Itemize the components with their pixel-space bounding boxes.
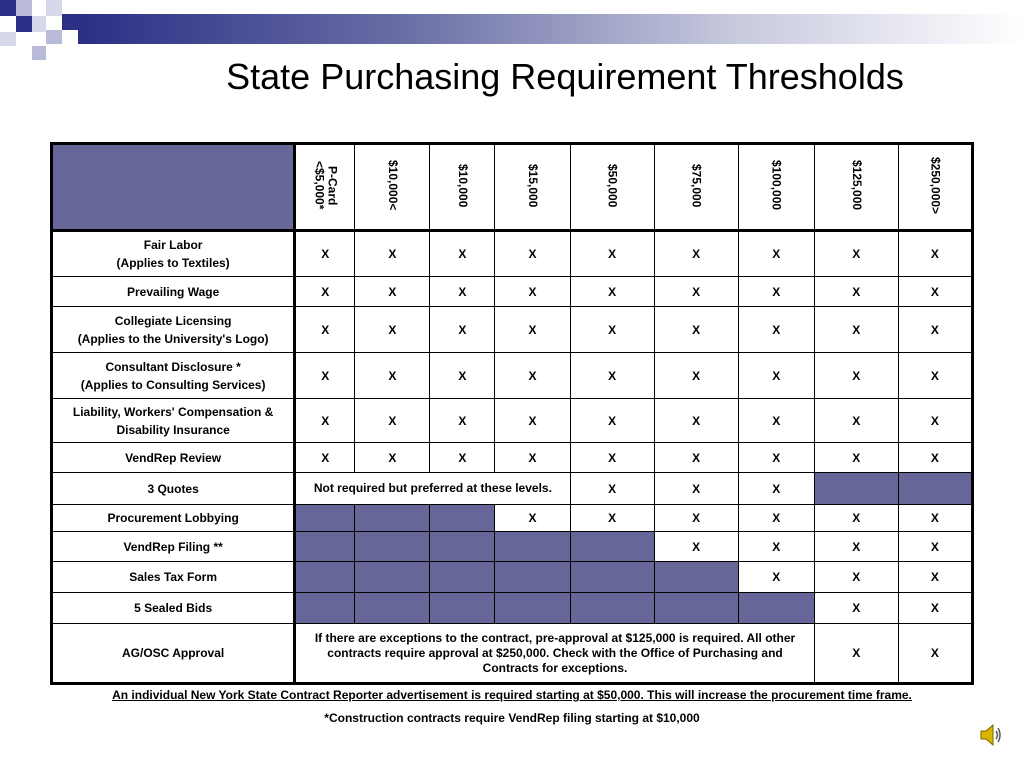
mark-cell: X (814, 307, 898, 353)
shaded-cell (738, 593, 814, 624)
row-label-text: Sales Tax Form (129, 570, 218, 584)
row-label (52, 593, 295, 624)
mark-cell: X (738, 353, 814, 399)
shaded-cell (430, 593, 495, 624)
mark-cell: X (495, 353, 570, 399)
header-row (52, 144, 973, 231)
mark-cell: X (430, 231, 495, 277)
mark-cell: X (495, 443, 570, 473)
table-row (52, 473, 973, 505)
footnote-construction: *Construction contracts require VendRep filing starting at $10,000 (324, 711, 700, 725)
slide-title: State Purchasing Requirement Thresholds (226, 56, 904, 97)
shaded-cell (570, 593, 654, 624)
shaded-cell (295, 532, 355, 562)
column-header-label: $10,000 (455, 163, 470, 208)
mark-cell: X (295, 277, 355, 307)
column-header-label: $250,000> (928, 156, 943, 215)
mark-cell: X (738, 532, 814, 562)
decor-square (46, 0, 62, 16)
mark-cell: X (898, 353, 972, 399)
mark-cell: X (295, 443, 355, 473)
mark-cell: X (430, 399, 495, 443)
mark-cell: X (738, 443, 814, 473)
row-label (52, 399, 295, 443)
mark-cell: X (654, 443, 738, 473)
mark-cell: X (738, 473, 814, 505)
mark-cell: X (355, 307, 430, 353)
row-label-text: 5 Sealed Bids (134, 601, 213, 615)
mark-cell: X (814, 443, 898, 473)
mark-cell: X (430, 277, 495, 307)
mark-cell: X (430, 353, 495, 399)
mark-cell: X (814, 353, 898, 399)
mark-cell: X (570, 277, 654, 307)
table-row (52, 399, 973, 443)
column-header (898, 144, 972, 231)
mark-cell: X (738, 562, 814, 593)
mark-cell: X (814, 624, 898, 684)
mark-cell: X (898, 443, 972, 473)
mark-cell: X (495, 399, 570, 443)
row-label (52, 443, 295, 473)
row-label (52, 231, 295, 277)
decor-square (16, 16, 32, 32)
decor-gradient-band (78, 14, 1024, 44)
decor-square (46, 30, 62, 44)
column-header (295, 144, 355, 231)
table-row (52, 231, 973, 277)
row-label-text: Procurement Lobbying (107, 511, 239, 525)
table-row (52, 353, 973, 399)
table-row (52, 505, 973, 532)
mark-cell: X (430, 307, 495, 353)
mark-cell: X (570, 307, 654, 353)
table-row (52, 532, 973, 562)
mark-cell: X (355, 231, 430, 277)
shaded-cell (355, 532, 430, 562)
shaded-cell (295, 593, 355, 624)
mark-cell: X (430, 443, 495, 473)
mark-cell: X (570, 505, 654, 532)
shaded-cell (654, 562, 738, 593)
mark-cell: X (654, 532, 738, 562)
mark-cell: X (570, 353, 654, 399)
shaded-cell (430, 562, 495, 593)
mark-cell: X (295, 307, 355, 353)
shaded-cell (570, 562, 654, 593)
shaded-cell (898, 473, 972, 505)
row-label (52, 624, 295, 684)
column-header-label: $50,000 (605, 163, 620, 208)
mark-cell: X (898, 307, 972, 353)
footnote-advertisement: An individual New York State Contract Reporter advertisement is required starting at $50,000. This will increase the procurement time frame. (112, 688, 912, 702)
mark-cell: X (898, 562, 972, 593)
column-header (654, 144, 738, 231)
speaker-icon[interactable] (980, 722, 1002, 748)
decor-square (16, 0, 32, 16)
row-label-text: AG/OSC Approval (122, 646, 225, 660)
mark-cell: X (570, 399, 654, 443)
row-label (52, 277, 295, 307)
row-label (52, 473, 295, 505)
row-label-note: (Applies to Consulting Services) (80, 377, 266, 392)
column-header-label: $15,000 (525, 163, 540, 208)
mark-cell: X (898, 593, 972, 624)
mark-cell: X (495, 505, 570, 532)
mark-cell: X (495, 231, 570, 277)
shaded-cell (814, 473, 898, 505)
column-header-label: $75,000 (689, 163, 704, 208)
mark-cell: X (355, 399, 430, 443)
mark-cell: X (898, 399, 972, 443)
shaded-cell (295, 505, 355, 532)
column-header (430, 144, 495, 231)
table-row (52, 307, 973, 353)
shaded-cell (430, 532, 495, 562)
mark-cell: X (738, 505, 814, 532)
row-label-text: VendRep Review (125, 450, 222, 465)
shaded-cell (295, 562, 355, 593)
row-label-note: (Applies to Textiles) (116, 256, 230, 270)
table-row (52, 593, 973, 624)
mark-cell: X (654, 473, 738, 505)
row-label-text: Collegiate Licensing (114, 313, 232, 328)
mark-cell: X (295, 399, 355, 443)
mark-cell: X (738, 307, 814, 353)
header-corner (52, 144, 295, 231)
row-label-text: VendRep Filing ** (123, 539, 223, 554)
mark-cell: X (654, 353, 738, 399)
mark-cell: X (738, 277, 814, 307)
mark-cell: X (295, 231, 355, 277)
decor-square (0, 0, 16, 16)
mark-cell: X (814, 562, 898, 593)
mark-cell: X (814, 593, 898, 624)
shaded-cell (654, 593, 738, 624)
decor-square (32, 46, 46, 60)
row-label (52, 532, 295, 562)
row-label-text: Liability, Workers' Compensation & Disability Insurance (72, 404, 274, 437)
row-label-note: (Applies to the University's Logo) (77, 331, 269, 346)
column-header-label: $10,000< (385, 160, 400, 211)
mark-cell: X (355, 443, 430, 473)
mark-cell: X (654, 399, 738, 443)
mark-cell: X (898, 277, 972, 307)
decor-square (32, 16, 46, 32)
column-header-label: $100,000 (769, 160, 784, 211)
mark-cell: X (898, 532, 972, 562)
shaded-cell (570, 532, 654, 562)
mark-cell: X (814, 505, 898, 532)
threshold-table (50, 142, 974, 685)
column-header (814, 144, 898, 231)
mark-cell: X (814, 231, 898, 277)
mark-cell: X (495, 277, 570, 307)
table-row (52, 277, 973, 307)
mark-cell: X (814, 532, 898, 562)
mark-cell: X (570, 473, 654, 505)
row-label-text: 3 Quotes (147, 481, 199, 496)
row-note: Not required but preferred at these levels. (295, 473, 570, 505)
row-label-text: Prevailing Wage (127, 284, 220, 299)
shaded-cell (495, 532, 570, 562)
mark-cell: X (898, 231, 972, 277)
shaded-cell (495, 593, 570, 624)
mark-cell: X (495, 307, 570, 353)
mark-cell: X (654, 277, 738, 307)
shaded-cell (430, 505, 495, 532)
column-header (355, 144, 430, 231)
column-header-label: P-Card <$5,000* (312, 161, 340, 210)
column-header (738, 144, 814, 231)
mark-cell: X (654, 505, 738, 532)
shaded-cell (355, 562, 430, 593)
row-label-text: Fair Labor (143, 238, 203, 252)
row-label (52, 307, 295, 353)
mark-cell: X (654, 307, 738, 353)
table-row (52, 562, 973, 593)
mark-cell: X (570, 443, 654, 473)
shaded-cell (495, 562, 570, 593)
mark-cell: X (814, 277, 898, 307)
column-header (495, 144, 570, 231)
mark-cell: X (654, 231, 738, 277)
shaded-cell (355, 593, 430, 624)
row-label (52, 505, 295, 532)
row-label-text: Consultant Disclosure * (105, 359, 241, 374)
mark-cell: X (295, 353, 355, 399)
row-note: If there are exceptions to the contract, pre-approval at $125,000 is required. All other contracts require approval at $250,000. Check with the Office of Purchasing and Contracts for exceptions. (295, 624, 815, 684)
mark-cell: X (898, 624, 972, 684)
mark-cell: X (355, 353, 430, 399)
mark-cell: X (814, 399, 898, 443)
mark-cell: X (898, 505, 972, 532)
mark-cell: X (738, 399, 814, 443)
row-label (52, 562, 295, 593)
column-header (570, 144, 654, 231)
mark-cell: X (738, 231, 814, 277)
decor-square (0, 32, 16, 46)
decor-square (62, 14, 78, 30)
table-row (52, 624, 973, 684)
row-label (52, 353, 295, 399)
table-row (52, 443, 973, 473)
mark-cell: X (355, 277, 430, 307)
shaded-cell (355, 505, 430, 532)
mark-cell: X (570, 231, 654, 277)
column-header-label: $125,000 (849, 160, 864, 211)
